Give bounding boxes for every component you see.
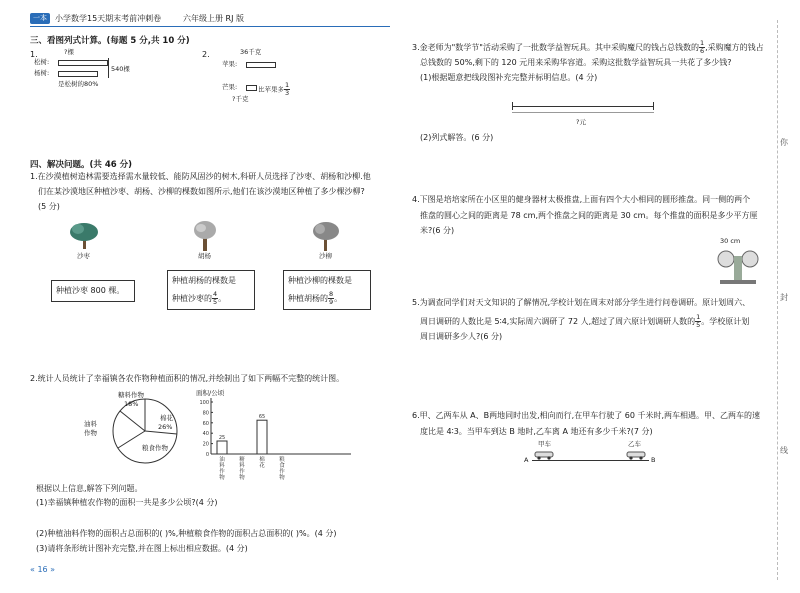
page-number: « 16 »: [30, 565, 56, 574]
car-a-label: 甲车: [538, 440, 551, 448]
pie-s3b: 作物: [84, 429, 97, 437]
s4-q2-sub3: (3)请将条形统计图补充完整,并在图上标出相应数据。(4 分): [36, 544, 248, 553]
pine-bar: [58, 60, 108, 66]
q3-line2: 总钱数的 50%,剩下的 120 元用来采购华容道。采购这批数学益智玩具一共花了多少钱?: [420, 58, 732, 67]
x-tick-label: 油: [219, 457, 225, 463]
y-tick-label: 80: [202, 410, 209, 417]
bar: [217, 441, 227, 454]
s4-q2-line1: 2.统计人员统计了幸福镇各农作物种植面积的情况,并绘制出了如下两幅不完整的统计图。: [30, 374, 345, 383]
q3-brace: [512, 112, 654, 113]
q3-seg-right: [653, 102, 654, 110]
q5-line2: 周日调研的人数比是 5∶4,实际周六调研了 72 人,超过了周六原计划调研人数的 $\frac{1}{5}$ 。学校原计划: [420, 313, 750, 329]
bar-chart: [185, 398, 345, 481]
s4-q1-line3: (5 分): [38, 202, 60, 211]
x-tick-label: 粮: [279, 457, 285, 463]
x-tick-label: 物: [279, 475, 285, 481]
tree-huyang-icon: [190, 220, 220, 252]
header-rule: [30, 26, 390, 27]
q3-segment: [512, 106, 654, 107]
brand-badge: 一本: [30, 13, 50, 24]
pine-label: 松树:: [34, 58, 50, 66]
q6-line2: 度比是 4∶3。当甲车到达 B 地时,乙车离 A 地还有多少千米?(7 分): [420, 427, 653, 436]
q3-sub1: (1)根据题意把线段图补充完整并标明信息。(4 分): [420, 73, 598, 82]
x-tick-label: 物: [219, 475, 225, 481]
q3-line1: 3.金老师为"数学节"活动采购了一批数学益智玩具。其中采购魔尺的钱占总钱数的 $\frac{1}{6}$ ,采购魔方的钱占: [412, 39, 764, 55]
tree-shaliu-icon: [310, 220, 342, 252]
pie-s2: 棉花: [160, 414, 173, 422]
poplar-bar: [58, 71, 98, 77]
tree-shaliu-label: 沙柳: [319, 252, 332, 260]
q1-note: 是松树的80%: [58, 80, 99, 88]
bar-ylabel: 面积/公顷: [196, 389, 225, 397]
total-brace: [108, 58, 109, 78]
x-tick-label: 棉: [259, 457, 265, 463]
bar: [257, 420, 267, 454]
s4-q2-sub1: (1)幸福镇种植农作物的面积一共是多少公顷?(4 分): [36, 498, 218, 507]
margin-char-2: 封: [780, 293, 788, 302]
info-box-huyang: 种植胡杨的棵数是 种植沙枣的 $\frac{4}{5}$ 。: [167, 270, 255, 310]
x-tick-label: 料: [239, 463, 245, 469]
y-tick-label: 40: [202, 431, 209, 438]
apple-bar: [246, 62, 276, 68]
s4-q1-line1: 1.在沙漠植树造林需要选择需水量较低、能防风固沙的树木,科研人员选择了沙枣、胡杨和沙柳.他: [30, 172, 371, 181]
tree-shazao-icon: [68, 220, 102, 250]
apple-label: 苹果:: [222, 60, 238, 68]
x-tick-label: 花: [259, 463, 265, 469]
s4-q2-sub2: (2)种植油料作物的面积占总面积的( )%,种植粮食作物的面积占总面积的( )%。(4 分): [36, 529, 337, 538]
q1-unknown: ?棵: [64, 48, 74, 56]
x-tick-label: 物: [239, 475, 245, 481]
x-tick-label: 作: [239, 469, 245, 475]
info-box-shaliu: 种植沙柳的棵数是 种植胡杨的 $\frac{8}{9}$ 。: [283, 270, 371, 310]
x-tick-label: 料: [219, 463, 225, 469]
pie-s1p: 18%: [124, 400, 139, 408]
point-b: B: [651, 456, 656, 464]
x-tick-label: 作: [279, 469, 285, 475]
binding-line: [777, 20, 778, 580]
x-tick-label: 食: [279, 463, 285, 469]
tree-huyang-label: 胡杨: [198, 252, 211, 260]
x-tick-label: 糖: [239, 457, 245, 463]
q1-number: 1.: [30, 50, 38, 59]
pie-chart: [110, 396, 180, 466]
car-b-label: 乙车: [628, 440, 641, 448]
s4-q1-line2: 们在某沙漠地区种植沙枣、胡杨、沙柳的棵数如图所示,他们在该沙漠地区种植了多少棵沙柳?: [38, 187, 365, 196]
y-tick-label: 20: [202, 441, 209, 448]
y-tick-label: 100: [199, 400, 209, 406]
q4-line2: 推盘的圆心之间的距离是 78 cm,两个推盘之间的距离是 30 cm。每个推盘的面积是多少平方厘: [420, 211, 758, 220]
s4-q2-line2: 根据以上信息,解答下列问题。: [36, 484, 143, 493]
q3-sub2: (2)列式解答。(6 分): [420, 133, 494, 142]
taiji-equipment-icon: [712, 246, 762, 286]
x-tick-label: 作: [219, 469, 225, 475]
pie-s2p: 26%: [158, 423, 173, 431]
q3-unknown: ?元: [576, 118, 586, 126]
q2-number: 2.: [202, 50, 210, 59]
poplar-label: 杨树:: [34, 69, 50, 77]
car-b-icon: [626, 450, 646, 460]
car-a-icon: [534, 450, 554, 460]
info-box-shazao: 种植沙枣 800 棵。: [51, 280, 135, 302]
q4-line3: 米?(6 分): [420, 226, 455, 235]
q4-dim: 30 cm: [720, 237, 741, 245]
header-title: 小学数学15天期末考前冲刺卷: [55, 14, 162, 23]
point-a: A: [524, 456, 529, 464]
mango-note: 比苹果多 $\frac{1}{3}$: [258, 81, 290, 97]
margin-char-3: 线: [780, 446, 788, 455]
q5-line1: 5.为调查同学们对天文知识的了解情况,学校计划在周末对部分学生进行问卷调研。原计划周六、: [412, 298, 751, 307]
y-tick-label: 0: [205, 452, 209, 458]
section4-title: 四、解决问题。(共 46 分): [30, 160, 133, 170]
q1-total: 540棵: [111, 65, 130, 73]
q4-line1: 4.下图是培培家所在小区里的健身器材太极推盘,上面有四个大小相同的圆形推盘。同一侧的两个: [412, 195, 751, 204]
pie-s1: 糖料作物: [118, 391, 144, 399]
pie-s4: 粮食作物: [142, 444, 168, 452]
section3-title: 三、看图列式计算。(每题 5 分,共 10 分): [30, 36, 190, 46]
q2-unknown: ?千克: [232, 95, 249, 103]
ab-road: [532, 460, 649, 461]
bar-value-label: 25: [218, 435, 226, 441]
q2-top: 36千克: [240, 48, 262, 56]
mango-label: 芒果:: [222, 83, 238, 91]
pie-s3: 油料: [84, 420, 97, 428]
y-tick-label: 60: [202, 420, 209, 427]
bar-value-label: 65: [258, 414, 266, 421]
header-grade: 六年级上册 RJ 版: [183, 14, 245, 23]
q5-line3: 周日调研多少人?(6 分): [420, 332, 503, 341]
mango-bar: [246, 85, 257, 91]
q6-line1: 6.甲、乙两车从 A、B两地同时出发,相向而行,在甲车行驶了 60 千米时,两车相遇。甲、乙两车的速: [412, 411, 761, 420]
margin-char-1: 你: [780, 138, 788, 147]
tree-shazao-label: 沙枣: [77, 252, 90, 260]
